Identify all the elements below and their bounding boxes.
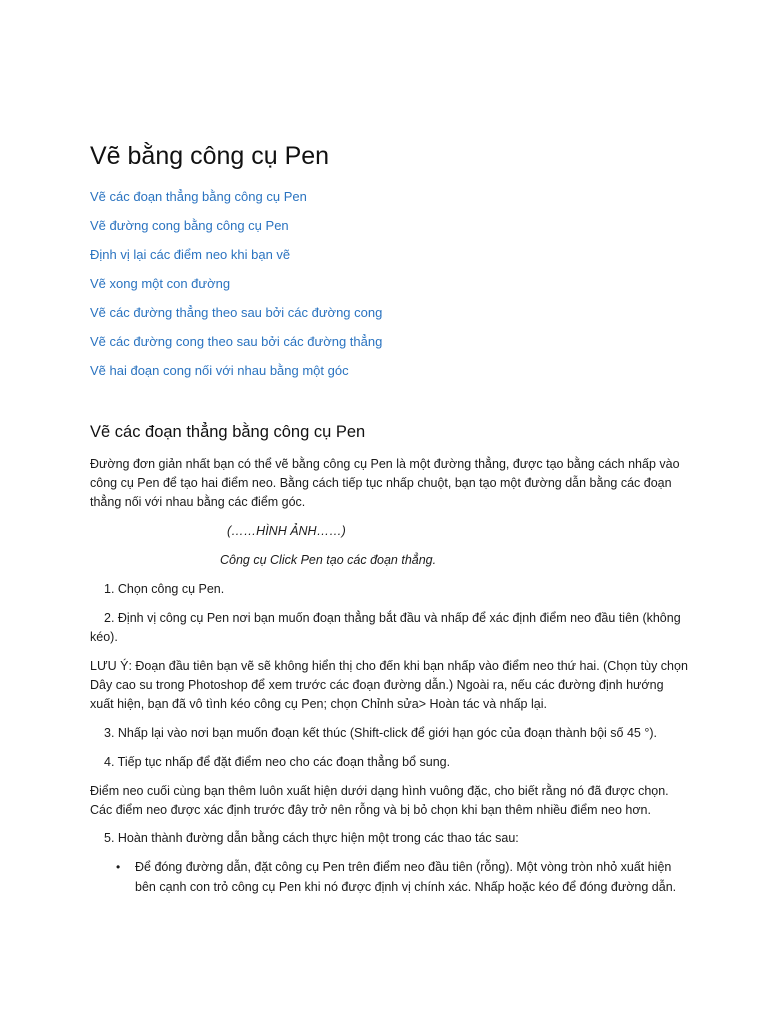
step-4-text: 4. Tiếp tục nhấp để đặt điểm neo cho các đoạn thẳng bổ sung. [104,755,451,769]
step-5 [90,829,690,848]
toc-link-straight-segments[interactable]: Vẽ các đoạn thẳng bằng công cụ Pen [90,189,307,204]
toc-item [90,275,382,304]
step-2 [90,609,690,647]
step-1-text: 1. Chọn công cụ Pen. [104,582,225,596]
toc-link-finish-path[interactable]: Vẽ xong một con đường [90,276,231,291]
step-5-text: 5. Hoàn thành đường dẫn bằng cách thực hiện một trong các thao tác sau: [104,831,519,845]
intro-paragraph: Đường đơn giản nhất bạn có thể vẽ bằng công cụ Pen là một đường thẳng, được tạo bằng cách nhấp vào công cụ Pen để tạo hai điểm neo. Bằng cách tiếp tục nhấp chuột, bạn tạo một đường dẫn bằng các đoạn thẳng nối với nhau bằng các điểm góc. [90,457,680,509]
step-2-text: 2. Định vị công cụ Pen nơi bạn muốn đoạn thẳng bắt đầu và nhấp để xác định điểm neo đầu tiên (không kéo). [90,611,681,644]
page-title: Vẽ bằng công cụ Pen [90,142,330,170]
toc-link-curve-then-straight[interactable]: Vẽ các đường cong theo sau bởi các đường thẳng [90,334,383,349]
section-heading: Vẽ các đoạn thẳng bằng công cụ Pen [90,423,366,441]
image-placeholder: (……HÌNH ẢNH……) [227,524,346,538]
toc-item [90,362,382,391]
table-of-contents [90,188,382,391]
bullet-close-path: Để đóng đường dẫn, đặt công cụ Pen trên điểm neo đầu tiên (rỗng). Một vòng tròn nhỏ xuất hiện bên cạnh con trỏ công cụ Pen khi nó được định vị chính xác. Nhấp hoặc kéo để đóng đường dẫn. [135,860,677,894]
toc-item [90,304,382,333]
step-3-text: 3. Nhấp lại vào nơi bạn muốn đoạn kết thúc (Shift-click để giới hạn góc của đoạn thành bội số 45 °). [104,726,657,740]
anchor-paragraph: Điểm neo cuối cùng bạn thêm luôn xuất hiện dưới dạng hình vuông đặc, cho biết rằng nó đã được chọn. Các điểm neo được xác định trước đây trở nên rỗng và bị bỏ chọn khi bạn thêm nhiều điểm neo hơn. [90,784,669,817]
toc-link-curves[interactable]: Vẽ đường cong bằng công cụ Pen [90,218,289,233]
toc-link-straight-then-curve[interactable]: Vẽ các đường thẳng theo sau bởi các đường cong [90,305,383,320]
toc-item [90,188,382,217]
image-caption: Công cụ Click Pen tạo các đoạn thẳng. [220,553,437,567]
bullet-marker: • [116,860,121,874]
note-paragraph: LƯU Ý: Đoạn đầu tiên bạn vẽ sẽ không hiển thị cho đến khi bạn nhấp vào điểm neo thứ hai. (Chọn tùy chọn Dây cao su trong Photoshop để xem trước các đoạn đường dẫn.) Ngoài ra, nếu các đường định hướng xuất hiện, bạn đã vô tình kéo công cụ Pen; chọn Chỉnh sửa> Hoàn tác và nhấp lại. [90,659,688,711]
toc-link-two-curves-corner[interactable]: Vẽ hai đoạn cong nối với nhau bằng một góc [90,363,349,378]
step-4 [90,753,690,772]
step-3 [90,724,690,743]
toc-link-reposition-anchors[interactable]: Định vị lại các điểm neo khi bạn vẽ [90,247,291,262]
toc-item [90,333,382,362]
step-1 [90,580,690,599]
toc-item [90,246,382,275]
toc-item [90,217,382,246]
